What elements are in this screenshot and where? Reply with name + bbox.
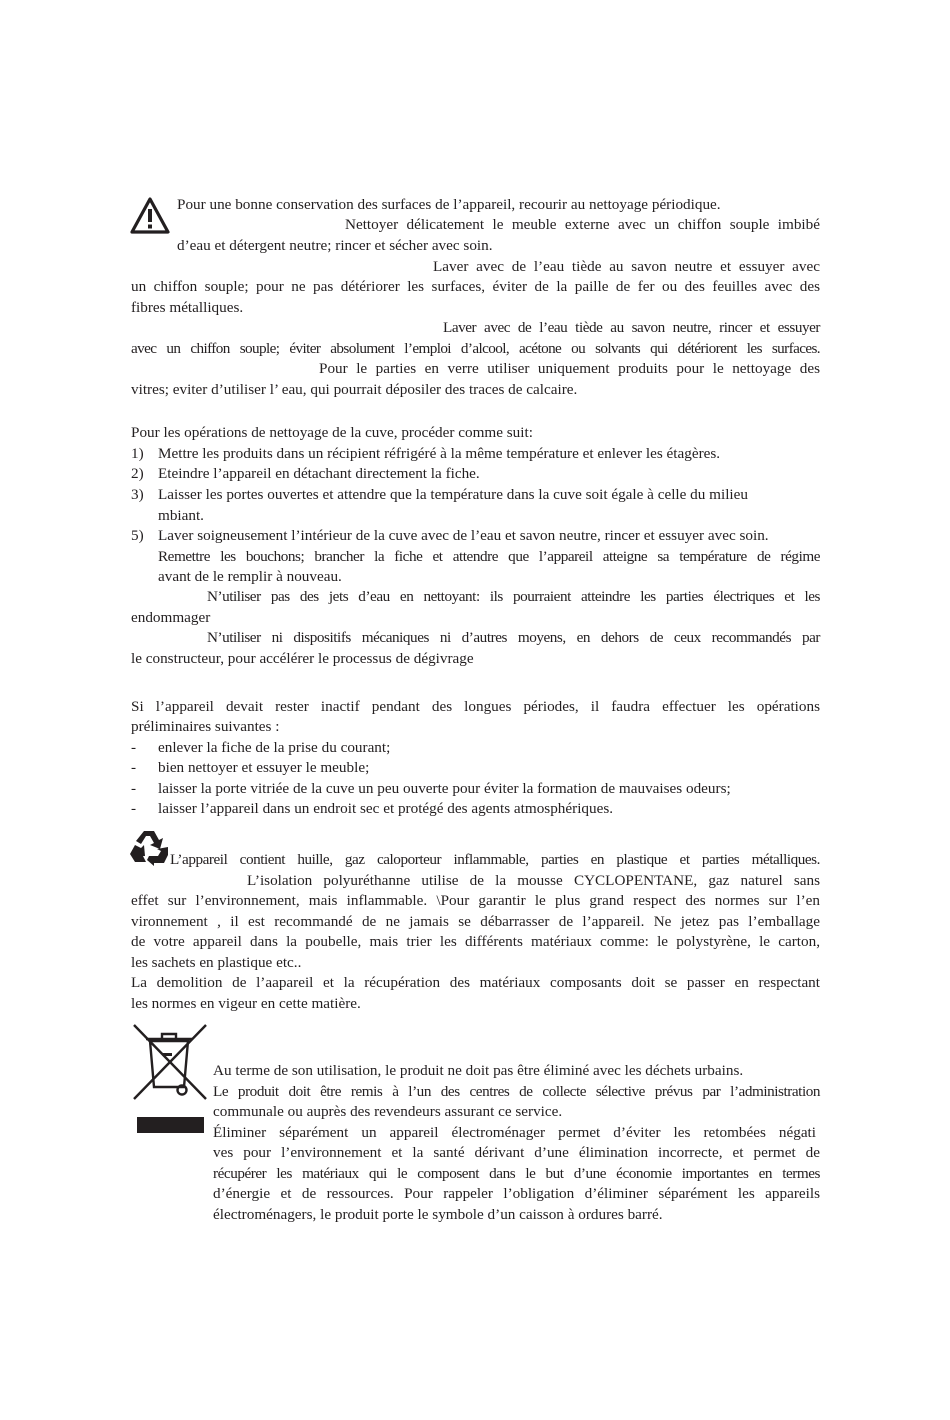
list-item <box>131 444 720 464</box>
list-dash: - <box>131 759 137 776</box>
text-line: Éliminer séparément un appareil électroménager permet d’éviter les retombées négati <box>213 1124 816 1141</box>
text-line: vironnement , il est recommandé de ne jamais se débarrasser de l’appareil. Ne jetez pas l’emballage <box>131 913 820 930</box>
recycle-icon <box>129 829 169 867</box>
text-line: Pour le parties en verre utiliser uniquement produits pour le nettoyage des <box>319 360 820 377</box>
text-line: La demolition de l’aapareil et la récupération des matériaux composants doit se passer en respectant <box>131 974 820 991</box>
text-line: avec un chiffon souple; éviter absolument l’emploi d’alcool, acétone ou solvants qui détériorent les surfaces. <box>131 340 820 357</box>
text-line: Nettoyer délicatement le meuble externe avec un chiffon souple imbibé <box>345 216 820 233</box>
text-line: vitres; eviter d’utiliser l’ eau, qui pourrait déposiler des traces de calcaire. <box>131 381 578 398</box>
text-line: L’appareil contient huille, gaz caloporteur inflammable, parties en plastique et parties métalliques. <box>170 851 820 868</box>
text-line: préliminaires suivantes : <box>131 718 280 735</box>
text-line: effet sur l’environnement, mais inflammable. \Pour garantir le plus grand respect des normes sur l’en <box>131 892 820 909</box>
crossed-out-wheelie-bin-icon <box>128 1023 210 1135</box>
list-text: enlever la fiche de la prise du courant; <box>158 739 391 756</box>
warning-text: N’utiliser pas des jets d’eau en nettoyant: ils pourraient atteindre les parties électriques et les <box>207 588 820 605</box>
list-number: 1) <box>131 445 144 462</box>
text-line: récupérer les matériaux qui le composent dans le but d’une économie importantes en termes <box>213 1165 820 1182</box>
text-line: Au terme de son utilisation, le produit ne doit pas être éliminé avec les déchets urbains. <box>213 1062 744 1079</box>
text-line: électroménagers, le produit porte le symbole d’un caisson à ordures barré. <box>213 1206 663 1223</box>
warning-text: N’utiliser ni dispositifs mécaniques ni d’autres moyens, en dehors de ceux recommandés par <box>207 629 820 646</box>
list-text: Mettre les produits dans un récipient réfrigéré à la même température et enlever les étagères. <box>158 445 721 462</box>
list-item <box>131 779 731 799</box>
text-line: un chiffon souple; pour ne pas détériorer les surfaces, éviter de la paille de fer ou des feuilles avec des <box>131 278 820 295</box>
text-line: de votre appareil dans la poubelle, mais trier les différents matériaux comme: le polystyrène, le carton, <box>131 933 820 950</box>
text-line: communale ou auprès des revendeurs assurant ce service. <box>213 1103 563 1120</box>
text-line: Pour les opérations de nettoyage de la cuve, procéder comme suit: <box>131 424 533 441</box>
list-text-continued: avant de le remplir à nouveau. <box>158 568 342 585</box>
list-dash: - <box>131 739 137 756</box>
list-text: laisser l’appareil dans un endroit sec et protégé des agents atmosphériques. <box>158 800 614 817</box>
list-item <box>131 485 748 505</box>
text-line: ves pour l’environnement et la santé dérivant d’une élimination incorrecte, et permet de <box>213 1144 820 1161</box>
text-line: d’eau et détergent neutre; rincer et sécher avec soin. <box>177 237 493 254</box>
list-text: Eteindre l’appareil en détachant directement la fiche. <box>158 465 480 482</box>
text-line: les normes en vigeur en cette matière. <box>131 995 361 1012</box>
list-item <box>131 526 769 546</box>
list-item <box>131 799 613 819</box>
text-line: les sachets en plastique etc.. <box>131 954 302 971</box>
text-line: Le produit doit être remis à l’un des centres de collecte sélective prévus par l’administration <box>213 1083 820 1100</box>
text-line: Laver avec de l’eau tiède au savon neutre, rincer et essuyer <box>443 319 820 336</box>
list-number: 2) <box>131 465 144 482</box>
list-number: 5) <box>131 527 144 544</box>
list-item <box>131 758 369 778</box>
list-item <box>131 464 480 484</box>
list-text-continued: mbiant. <box>158 507 204 524</box>
warning-triangle-icon <box>130 197 170 234</box>
text-line: d’énergie et de ressources. Pour rappeler l’obligation d’éliminer séparément les appareils <box>213 1185 820 1202</box>
list-text-continued: Remettre les bouchons; brancher la fiche et attendre que l’appareil atteigne sa température de régime <box>158 548 820 565</box>
list-dash: - <box>131 780 137 797</box>
text-line: Si l’appareil devait rester inactif pendant des longues périodes, il faudra effectuer les opérations <box>131 698 820 715</box>
list-text: laisser la porte vitriée de la cuve un peu ouverte pour éviter la formation de mauvaises odeurs; <box>158 780 731 797</box>
list-text: Laver soigneusement l’intérieur de la cuve avec de l’eau et savon neutre, rincer et essuyer avec soin. <box>158 527 769 544</box>
warning-text: endommager <box>131 609 211 626</box>
text-line: Laver avec de l’eau tiède au savon neutre et essuyer avec <box>433 258 820 275</box>
text-line: L’isolation polyuréthanne utilise de la mousse CYCLOPENTANE, gaz naturel sans <box>247 872 820 889</box>
list-text: bien nettoyer et essuyer le meuble; <box>158 759 370 776</box>
list-item <box>131 738 390 758</box>
text-line: fibres métalliques. <box>131 299 244 316</box>
list-number: 3) <box>131 486 144 503</box>
warning-text: le constructeur, pour accélérer le processus de dégivrage <box>131 650 474 667</box>
text-line: Pour une bonne conservation des surfaces de l’appareil, recourir au nettoyage périodique. <box>177 196 721 213</box>
list-text: Laisser les portes ouvertes et attendre que la température dans la cuve soit égale à celle du milieu <box>158 486 748 503</box>
list-dash: - <box>131 800 137 817</box>
